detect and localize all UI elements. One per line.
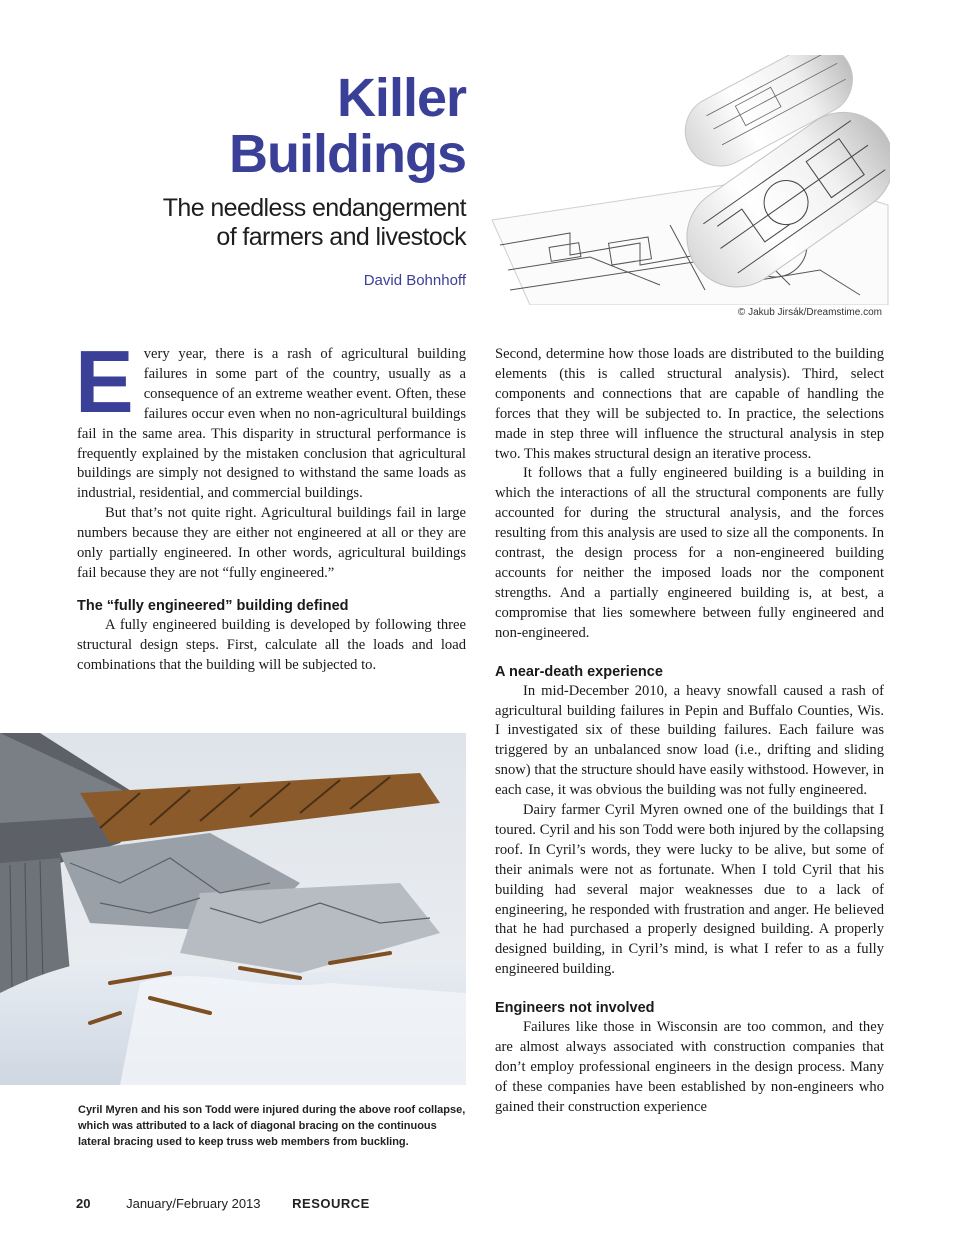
collapsed-barn-photo [0, 733, 466, 1085]
right-paragraph-2: It follows that a fully engineered building is a building in which the interactions of all the structural components are fully accounted for during the structural analysis, and the forces resulting from this analysis are used to size all the components. In contrast, the design process for a non-engineered building accounts for neither the imposed loads nor the component strengths. And a partially engineered building is, at best, a compromise that lies somewhere between fully engineered and non-engineered. [495, 465, 884, 641]
right-paragraph-5: Failures like those in Wisconsin are too common, and they are almost always associated with construction companies that don’t employ professional engineers in the design process. Many of these companies have been established by non-engineers who gained their construction experience [495, 1019, 884, 1115]
subtitle-line-2: of farmers and livestock [216, 223, 466, 251]
drop-cap: E [75, 332, 134, 431]
article-subtitle [163, 194, 466, 252]
right-paragraph-1: Second, determine how those loads are distributed to the building elements (this is called structural analysis). Third, select components and connections that are capable of handling the forces that they will be subjected to. In practice, the selections made in step three will influence the structural analysis in step two. This makes structural design an iterative process. [495, 346, 884, 462]
right-column [495, 345, 884, 1118]
image-credit: © Jakub Jirsák/Dreamstime.com [737, 307, 882, 318]
section-heading-engineers-not-involved: Engineers not involved [495, 1000, 655, 1017]
title-line-2: Buildings [229, 124, 466, 184]
issue-date: January/February 2013 [126, 1196, 261, 1211]
left-column [75, 332, 466, 676]
section-heading-fully-engineered: The “fully engineered” building defined [77, 597, 349, 614]
section-heading-near-death: A near-death experience [495, 663, 663, 680]
magazine-name: RESOURCE [292, 1196, 370, 1211]
subtitle-line-1: The needless endangerment [162, 194, 466, 222]
article-title [229, 70, 466, 182]
left-paragraph-3: A fully engineered building is developed by following three structural design steps. First, calculate all the loads and load combinations that the building will be subjected to. [77, 616, 466, 673]
author-byline: David Bohnhoff [363, 272, 466, 289]
right-paragraph-3: In mid-December 2010, a heavy snowfall caused a rash of agricultural building failures in Pepin and Buffalo Counties, Wis. I investigated six of these building failures. Each failure was triggered by an unbalanced snow load (i.e., drifting and sliding snow) that the structure should have easily withstood. However, in each case, it was obvious the building was not fully engineered. [495, 682, 884, 799]
page-footer [76, 1196, 370, 1211]
blueprint-hero-image [490, 55, 890, 305]
right-paragraph-4: Dairy farmer Cyril Myren owned one of the buildings that I toured. Cyril and his son Todd were both injured by the collapsing roof. In Cyril’s words, they were lucky to be alive, but some of their animals were not as fortunate. When I told Cyril that his building had several major weaknesses due to a lack of engineering, he responded with frustration and anger. He believed that he had purchased a properly designed building. A properly designed building, in Cyril’s mind, is what I refer to as a fully engineered building. [495, 802, 884, 978]
left-paragraph-2: But that’s not quite right. Agricultural buildings fail in large numbers because they are either not engineered at all or they are only partially engineered. In other words, agricultural buildings fail because they are not “fully engineered.” [77, 505, 466, 581]
left-paragraph-1: very year, there is a rash of agricultural building failures in some part of the country, usually as a consequence of an extreme weather event. Often, these failures occur even when no non-agricultural buildings fail in the same area. This disparity in structural performance is frequently explained by the mistaken conclusion that agricultural buildings are simply not designed to withstand the same loads as industrial, residential, and commercial buildings. [77, 346, 466, 502]
photo-caption: Cyril Myren and his son Todd were injured during the above roof collapse, which was attributed to a lack of diagonal bracing on the continuous lateral bracing used to keep truss web members from buckling. [78, 1104, 466, 1148]
page-number: 20 [76, 1196, 91, 1211]
title-line-1: Killer [336, 68, 466, 128]
